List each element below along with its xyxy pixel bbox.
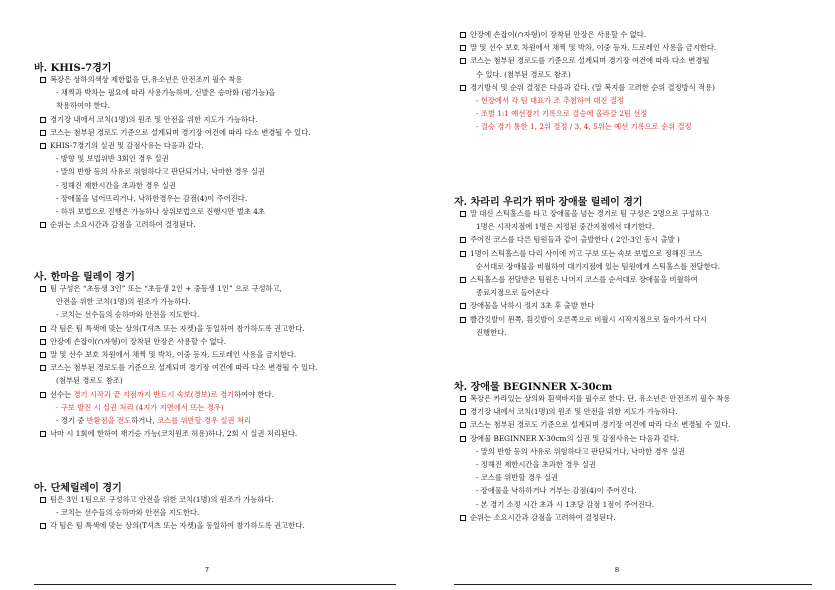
- line-text: - 현장에서 각 팀 대표가 조 추첨하여 대진 결정: [476, 96, 624, 105]
- page-bottom-rule: [34, 584, 396, 585]
- checkbox-item: [460, 513, 616, 523]
- checkbox-square-icon: [40, 497, 46, 503]
- line-text: - 코스를 위반할 경우 실권: [476, 473, 559, 483]
- line-text: 빨간깃발이 왼쪽, 흰깃발이 오른쪽으로 비월시 시작지점으로 돌아가서 다시: [470, 314, 708, 324]
- page-number: 7: [204, 566, 210, 574]
- line-text: 하거나,: [131, 416, 157, 425]
- checkbox-item: [460, 315, 707, 325]
- checkbox-square-icon: [40, 352, 46, 358]
- checkbox-item: [460, 43, 716, 53]
- checkbox-item: [460, 420, 730, 430]
- checkbox-item: [40, 141, 204, 151]
- checkbox-square-icon: [460, 277, 466, 283]
- line-text: 낙마 시 1회에 한하여 재기승 가능(코치원조 허용)하나, 2회 시 실권 처리된다.: [50, 429, 298, 439]
- checkbox-square-icon: [460, 396, 466, 402]
- sub-item: [476, 486, 637, 496]
- sub-item: [56, 194, 247, 204]
- checkbox-square-icon: [40, 143, 46, 149]
- line-text: 하여야 한다.: [234, 389, 274, 399]
- sub-item: [476, 122, 692, 132]
- checkbox-square-icon: [40, 365, 46, 371]
- checkbox-item: [40, 337, 226, 347]
- checkbox-square-icon: [460, 303, 466, 309]
- sub-item: [476, 109, 647, 119]
- line-text: - 장애물을 낙하하거나 거부는 감점(4)이 주어진다.: [476, 486, 637, 496]
- checkbox-item: [460, 394, 730, 404]
- checkbox-item: [460, 407, 677, 417]
- line-text: - 조별 1:1 예선경기 기록으로 결승에 올라갈 2팀 선정: [476, 109, 648, 119]
- checkbox-square-icon: [40, 130, 46, 136]
- line-text: 순위는 소요시간과 감점을 고려하여 결정된다.: [50, 220, 196, 230]
- checkbox-square-icon: [460, 515, 466, 521]
- line-text: 수 있다. (첨부된 경로도 참조): [476, 69, 571, 79]
- checkbox-item: [460, 209, 709, 219]
- sub-item: [476, 96, 624, 106]
- line-text: - 구보 발진 시 실권 처리 (4지가 지면에서 뜨는 경우): [56, 402, 224, 412]
- line-text: - 경기 중: [56, 416, 87, 425]
- line-text: 장애물을 낙하시 정지 3초 후 출발 한다: [470, 301, 595, 311]
- line-text: (첨부된 경로도 참조): [56, 376, 123, 386]
- line-text: 코스는 첨부된 경로도를 기준으로 설계되며 경기장 여건에 따라 다소 변경될: [470, 56, 710, 66]
- line-text: 순위는 소요시간과 감점을 고려하여 결정된다.: [470, 512, 616, 522]
- line-text: 착용하여야 한다.: [56, 101, 110, 111]
- line-text: 각 팀은 팀 특색에 맞는 상의(T셔츠 또는 자켓)을 동일하여 참가하도록 권고한다.: [50, 521, 305, 531]
- checkbox-square-icon: [40, 77, 46, 83]
- checkbox-item: [40, 128, 310, 138]
- line-text: 코스는 첨부된 경로도를 기준으로 설계되며 경기장 여건에 따라 다소 변경될 수 있다.: [50, 363, 318, 373]
- line-text: 선수는: [50, 389, 74, 399]
- continuation-line: [56, 297, 191, 307]
- line-text: 코스는 첨부된 경로도 기준으로 설계되며 경기장 여건에 따라 다소 변경될 수 있다.: [50, 127, 311, 137]
- sub-item: [56, 181, 176, 191]
- line-text: 복장은 상하의색상 제한없음 단,유소년은 안전조끼 필수 착용: [50, 75, 243, 84]
- continuation-line: [476, 262, 720, 272]
- line-text: - 코치는 선수들의 승하마와 안전을 지도한다.: [56, 508, 200, 518]
- line-text: 안장에 손잡이(∩자형)이 장착된 안장은 사용할 수 없다.: [50, 336, 227, 346]
- sub-item: [476, 473, 558, 483]
- line-text: KHIS-7경기의 실권 및 감점사유는 다음과 같다.: [50, 141, 204, 150]
- checkbox-item: [460, 83, 715, 93]
- highlighted-text: 경기 시작과 끝 지점까지 반드시 속보(경보)로 경기: [73, 389, 235, 399]
- checkbox-item: [40, 429, 297, 439]
- line-text: 코스는 첨부된 경로도 기준으로 설계되며 경기장 여건에 따라 다소 변경될 수 있다.: [470, 420, 731, 430]
- sub-item: [56, 508, 199, 518]
- checkbox-item: [40, 363, 318, 373]
- checkbox-square-icon: [460, 85, 466, 91]
- continuation-line: [56, 101, 110, 111]
- checkbox-item: [40, 521, 305, 531]
- checkbox-item: [460, 301, 594, 311]
- line-text: - 정해진 제한시간을 초과한 경우 실권: [476, 460, 596, 469]
- line-text: - 방향 및 보법위반 3회인 경우 실권: [56, 154, 169, 164]
- line-text: 스틱홀스를 전달받은 팀원은 나머지 코스를 순서대로 장애물을 비월하여: [470, 275, 698, 284]
- line-text: - 채찍과 박차는 필요에 따라 사용가능하며, 신발은 승마화 (펌가능)을: [56, 88, 276, 98]
- sub-item: [476, 460, 596, 470]
- checkbox-square-icon: [460, 317, 466, 323]
- line-text: - 하위 보법으로 진행은 가능하나 상위보법으로 진행시만 벌초 4초: [56, 207, 265, 216]
- line-text: 경기방식 및 순위 결정은 다음과 같다. (말 복지를 고려한 순위 결정방식 적용): [470, 82, 715, 92]
- line-text: 각 팀은 팀 특색에 맞는 상의(T셔츠 또는 자켓)을 동일하여 참가하도록 권고한다.: [50, 323, 305, 333]
- highlighted-text: 반환점을 전도: [86, 416, 132, 425]
- line-text: 팀은 3인 1팀으로 구성하고 안전을 위한 코치(1명)의 원조가 가능하다.: [50, 495, 274, 504]
- section-heading: 바. KHIS-7경기: [34, 63, 112, 74]
- checkbox-item: [40, 115, 257, 125]
- highlighted-text: 코스를 위반할 경우 실권 처리: [157, 416, 251, 425]
- continuation-line: [56, 376, 123, 386]
- page-left: [0, 0, 417, 590]
- line-text: 말 대신 스틱홀스를 타고 장애물을 넘는 경기로 팀 구성은 2명으로 구성하고: [470, 209, 710, 218]
- line-text: 1명은 시작지점에 1명은 지정된 중간지점에서 대기한다.: [476, 222, 655, 232]
- line-text: - 말의 반항 등의 사유로 위험하다고 판단되거나, 낙마한 경우 실권: [476, 446, 685, 456]
- checkbox-square-icon: [460, 211, 466, 217]
- section-heading: 자. 차라리 우리가 뛰마 장애물 릴레이 경기: [454, 197, 643, 208]
- checkbox-item: [40, 324, 305, 334]
- section-heading: 아. 단체릴레이 경기: [34, 483, 122, 494]
- line-text: - 결승 경기 통한 1, 2위 결정 / 3, 4, 5위는 예선 기록으로 순위 결정: [476, 122, 692, 132]
- line-text: - 코치는 선수들의 승하마와 안전을 지도한다.: [56, 310, 200, 320]
- checkbox-square-icon: [40, 117, 46, 123]
- section-heading: 사. 한마음 릴레이 경기: [34, 272, 135, 283]
- sub-item: [56, 88, 275, 98]
- checkbox-square-icon: [460, 58, 466, 64]
- sub-item: [476, 500, 654, 510]
- line-text: 주어진 코스를 다른 팀원들과 같이 출발한다 ( 2인-3인 동시 출발 ): [470, 235, 680, 245]
- sub-item: [56, 403, 224, 413]
- checkbox-item: [40, 495, 274, 505]
- line-text: - 장애물을 넘어뜨리거나, 낙하한경우는 감점(4)이 주어진다.: [56, 193, 248, 203]
- checkbox-square-icon: [460, 422, 466, 428]
- checkbox-square-icon: [460, 251, 466, 257]
- continuation-line: [476, 288, 549, 298]
- checkbox-square-icon: [460, 237, 466, 243]
- checkbox-item: [460, 30, 646, 40]
- sub-item: [56, 416, 251, 426]
- checkbox-square-icon: [40, 222, 46, 228]
- line-text: 팀 구성은 “초등생 3인” 또는 “초등생 2인 + 중등생 1인” 으로 구성하고,: [50, 284, 282, 293]
- sub-item: [56, 207, 265, 217]
- checkbox-square-icon: [40, 326, 46, 332]
- page-number: 8: [614, 566, 620, 574]
- checkbox-square-icon: [40, 339, 46, 345]
- checkbox-item: [40, 350, 296, 360]
- line-text: 진행한다.: [476, 327, 507, 337]
- continuation-line: [476, 222, 654, 232]
- line-text: 복장은 카라있는 상의와 흰색바지를 필수로 한다. 단, 유소년은 안전조끼 필수 착용: [470, 394, 731, 403]
- line-text: 장애물 BEGINNER X-30cm의 실권 및 감점사유는 다음과 같다.: [470, 433, 680, 443]
- line-text: 말 및 선수 보호 차원에서 채찍 및 박차, 이중 등자, 드로레인 사용을 금지한다.: [470, 43, 717, 53]
- line-text: - 본 경기 소정 시간 초과 시 1초당 감점 1점이 주어진다.: [476, 499, 655, 509]
- line-text: 순서대로 장애물을 비월하여 대기지점에 있는 팀원에게 스틱홀스를 전달한다.: [476, 261, 721, 271]
- line-text: 안장에 손잡이(∩자형)이 장착된 안장은 사용할 수 없다.: [470, 30, 647, 39]
- checkbox-square-icon: [460, 436, 466, 442]
- line-text: - 말의 반항 등의 사유로 위험하다고 판단되거나, 낙마한 경우 실권: [56, 167, 265, 177]
- page-right: [418, 0, 835, 590]
- checkbox-item: [460, 275, 698, 285]
- sub-item: [476, 447, 685, 457]
- section-heading: 차. 장애물 BEGINNER X-30cm: [454, 382, 613, 393]
- checkbox-item: [460, 434, 679, 444]
- line-text: 말 및 선수 보호 차원에서 채찍 및 박차, 이중 등자, 드로레인 사용을 금지한다.: [50, 350, 297, 359]
- checkbox-item: [460, 235, 680, 245]
- checkbox-item: [40, 220, 196, 230]
- line-text: - 정해진 제한시간을 초과한 경우 실권: [56, 180, 176, 190]
- line-text: 1명이 스틱홀스를 다리 사이에 끼고 구보 또는 속보 보법으로 정해진 코스: [470, 248, 703, 258]
- checkbox-square-icon: [40, 431, 46, 437]
- checkbox-square-icon: [460, 409, 466, 415]
- checkbox-square-icon: [460, 45, 466, 51]
- line-text: 종료지점으로 들어온다: [476, 288, 549, 298]
- checkbox-item: [460, 249, 702, 259]
- page-bottom-rule: [454, 584, 812, 585]
- checkbox-square-icon: [40, 523, 46, 529]
- line-text: 안전을 위한 코치(1명)의 원조가 가능하다.: [56, 297, 191, 307]
- continuation-line: [476, 328, 507, 338]
- checkbox-item: [40, 284, 282, 294]
- checkbox-item: [40, 390, 274, 400]
- sub-item: [56, 154, 169, 164]
- sub-item: [56, 310, 199, 320]
- sub-item: [56, 167, 265, 177]
- checkbox-item: [460, 56, 709, 66]
- line-text: 경기장 내에서 코치(1명)의 원조 및 안전을 위한 지도가 가능하다.: [470, 407, 678, 417]
- checkbox-square-icon: [460, 32, 466, 38]
- continuation-line: [476, 70, 571, 80]
- line-text: 경기장 내에서 코치(1명)의 원조 및 안전을 위한 지도가 가능하다.: [50, 114, 258, 124]
- checkbox-item: [40, 75, 242, 85]
- checkbox-square-icon: [40, 392, 46, 398]
- checkbox-square-icon: [40, 286, 46, 292]
